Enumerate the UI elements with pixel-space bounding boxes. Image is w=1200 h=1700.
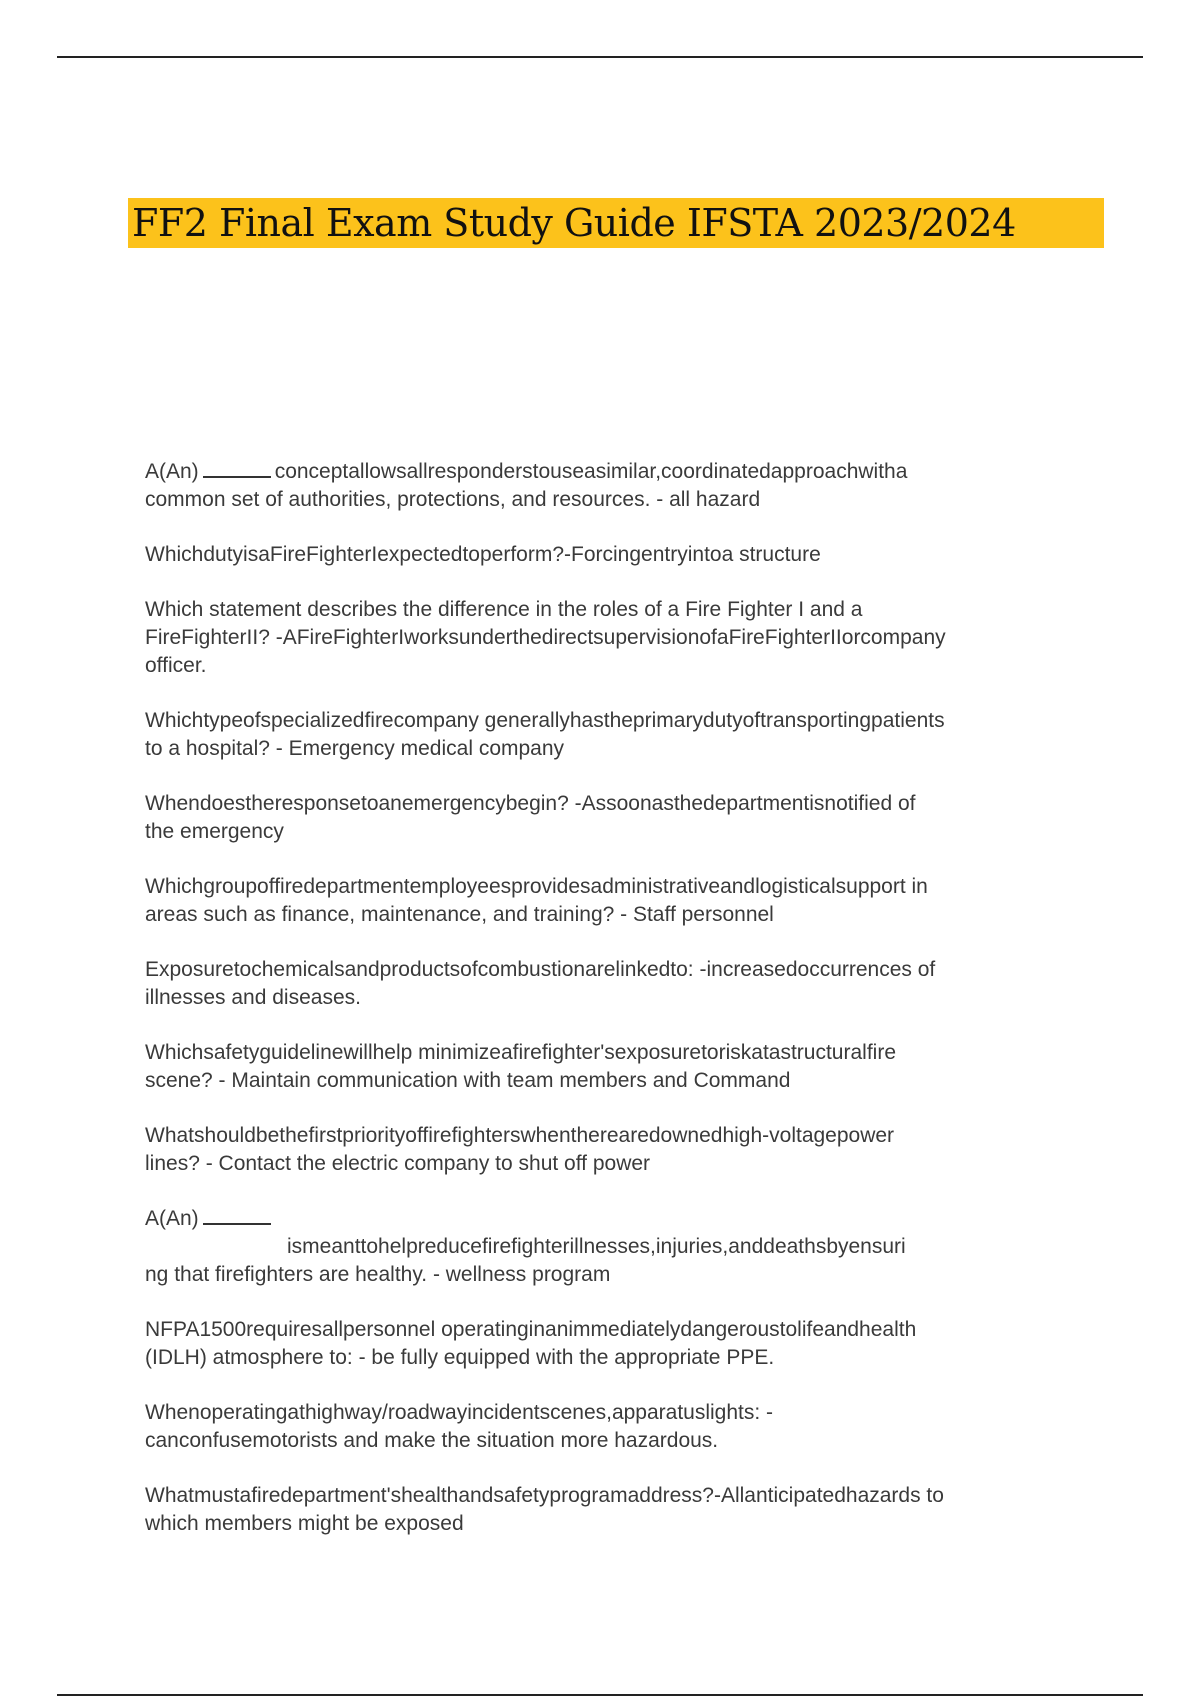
qa-text: ismeanttohelpreducefirefighterillnesses,injuries,anddeathsbyensuri xyxy=(287,1235,906,1258)
qa-item-9 xyxy=(145,1122,1075,1178)
qa-text: A(An) xyxy=(145,460,199,483)
qa-text: conceptallowsallresponderstouseasimilar,coordinatedapproachwitha xyxy=(274,460,908,483)
qa-item-12 xyxy=(145,1399,1075,1455)
qa-text: Whendoestheresponsetoanemergencybegin? -Assoonasthedepartmentisnotified of xyxy=(145,792,916,815)
qa-text: the emergency xyxy=(145,820,284,843)
document-title: FF2 Final Exam Study Guide IFSTA 2023/2024 xyxy=(132,201,1016,245)
qa-item-7 xyxy=(145,956,1075,1012)
qa-item-10 xyxy=(145,1205,1075,1289)
qa-text: NFPA1500requiresallpersonnel operatinginanimmediatelydangeroustolifeandhealth xyxy=(145,1318,917,1341)
qa-text: lines? - Contact the electric company to shut off power xyxy=(145,1152,651,1175)
qa-text: canconfusemotorists and make the situation more hazardous. xyxy=(145,1429,719,1452)
top-rule xyxy=(57,56,1143,58)
qa-text: officer. xyxy=(145,654,207,677)
qa-text: Whatshouldbethefirstpriorityoffirefighterswhentherearedownedhigh-voltagepower xyxy=(145,1124,895,1147)
qa-item-11 xyxy=(145,1316,1075,1372)
qa-item-13 xyxy=(145,1482,1075,1538)
qa-text: Exposuretochemicalsandproductsofcombustionarelinkedto: -increasedoccurrences of xyxy=(145,958,936,981)
qa-text: ng that firefighters are healthy. - wellness program xyxy=(145,1263,611,1286)
qa-text: Whichsafetyguidelinewillhelp minimizeafirefighter'sexposuretoriskatastructuralfire xyxy=(145,1041,896,1064)
fill-blank xyxy=(203,458,271,478)
qa-text: (IDLH) atmosphere to: - be fully equipped with the appropriate PPE. xyxy=(145,1346,775,1369)
qa-item-3 xyxy=(145,596,1075,680)
bottom-rule xyxy=(57,1694,1143,1696)
qa-item-5 xyxy=(145,790,1075,846)
qa-text: Whatmustafiredepartment'shealthandsafetyprogramaddress?-Allanticipatedhazards to xyxy=(145,1484,944,1507)
qa-text: areas such as finance, maintenance, and training? - Staff personnel xyxy=(145,903,774,926)
qa-item-1 xyxy=(145,458,1075,514)
qa-text: A(An) xyxy=(145,1207,199,1230)
qa-text: common set of authorities, protections, and resources. - all hazard xyxy=(145,488,761,511)
fill-blank xyxy=(203,1205,271,1225)
qa-text: Which statement describes the difference in the roles of a Fire Fighter I and a xyxy=(145,598,863,621)
qa-item-6 xyxy=(145,873,1075,929)
qa-text: which members might be exposed xyxy=(145,1512,464,1535)
qa-text: FireFighterII? -AFireFighterIworksunderthedirectsupervisionofaFireFighterIIorcompany xyxy=(145,626,946,649)
qa-item-4 xyxy=(145,707,1075,763)
qa-text: Whichtypeofspecializedfirecompany generallyhastheprimarydutyoftransportingpatients xyxy=(145,709,945,732)
qa-text: scene? - Maintain communication with team members and Command xyxy=(145,1069,791,1092)
qa-text: Whichgroupoffiredepartmentemployeesprovidesadministrativeandlogisticalsupport in xyxy=(145,875,928,898)
qa-text: Whenoperatingathighway/roadwayincidentscenes,apparatuslights: - xyxy=(145,1401,774,1424)
qa-text: WhichdutyisaFireFighterIexpectedtoperform?-Forcingentryintoa structure xyxy=(145,543,821,566)
qa-text: illnesses and diseases. xyxy=(145,986,361,1009)
qa-item-8 xyxy=(145,1039,1075,1095)
qa-text: to a hospital? - Emergency medical company xyxy=(145,737,565,760)
qa-item-2 xyxy=(145,541,1075,569)
qa-list xyxy=(145,458,1075,1565)
